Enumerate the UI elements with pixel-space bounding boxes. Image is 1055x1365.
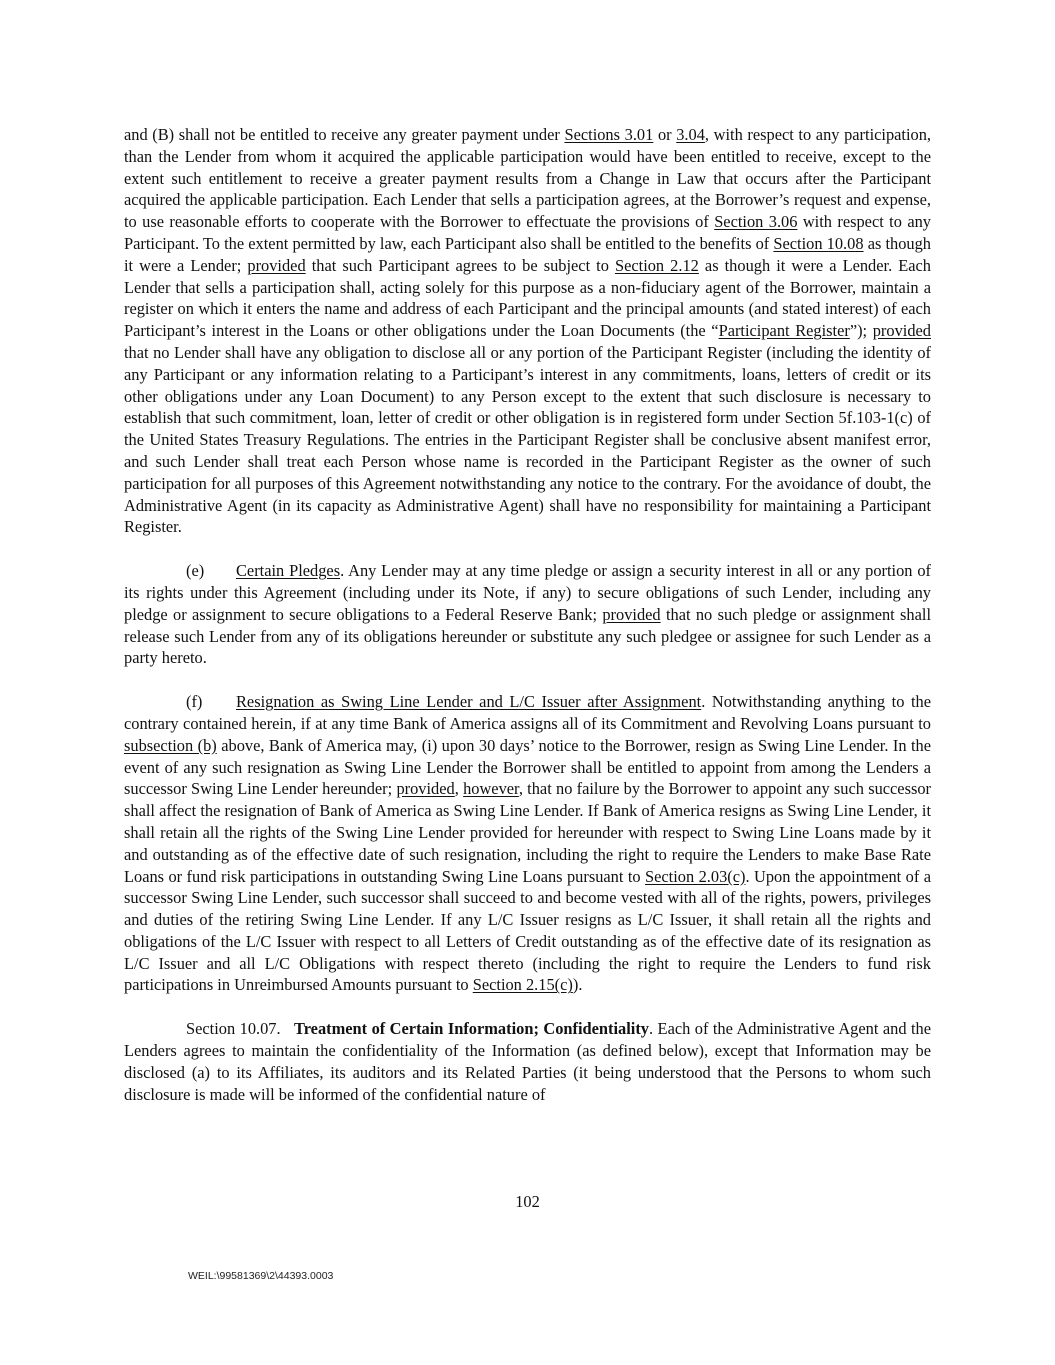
section-number: Section 10.07. <box>186 1019 281 1039</box>
defined-term: Participant Register <box>718 321 850 341</box>
however-term: however <box>463 779 519 799</box>
section-ref: Section 2.15(c) <box>472 975 573 995</box>
section-ref: 3.04 <box>676 125 705 144</box>
subsection-label: (f) <box>186 692 203 712</box>
subsection-heading: Resignation as Swing Line Lender and L/C Issuer after Assignment <box>236 692 702 712</box>
section-ref: Sections 3.01 <box>564 125 654 144</box>
provided-term: provided <box>602 604 661 624</box>
certain-pledges-paragraph: (e) Certain Pledges. Any Lender may at any time pledge or assign a security interest in all or any portion of its rights under this Agreement (including under its Note, if any) to secure obligations of such Lender, including any pledge or assignment to secure obligations to a Federal Reserve Bank; provided that no such pledge or assignment shall release such Lender from any of its obligations hereunder or substitute any such pledgee or assignee for such Lender as a party hereto. <box>124 561 932 668</box>
participation-paragraph: and (B) shall not be entitled to receive any greater payment under Sections 3.01 or 3.04, with respect to any participation, than the Lender from whom it acquired the applicable participation would have been entitled to receive, except to the extent such entitlement to receive a greater payment results from a Change in Law that occurs after the Participant acquired the applicable participation. Each Lender that sells a participation agrees, at the Borrower’s request and expense, to use reasonable efforts to cooperate with the Borrower to effectuate the provisions of Section 3.06 with respect to any Participant. To the extent permitted by law, each Participant also shall be entitled to the benefits of Section 10.08 as though it were a Lender; provided that such Participant agrees to be subject to Section 2.12 as though it were a Lender. Each Lender that sells a participation shall, acting solely for this purpose as a non-fiduciary agent of the Borrower, maintain a register on which it enters the name and address of each Participant and the principal amounts (and stated interest) of each Participant’s interest in the Loans or other obligations under the Loan Documents (the “Participant Register”); provided that no Lender shall have any obligation to disclose all or any portion of the Participant Register (including the identity of any Participant or any information relating to a Participant’s interest in any commitments, loans, letters of credit or its other obligations under any Loan Document) to any Person except to the extent that such disclosure is necessary to establish that such commitment, loan, letter of credit or other obligation is in registered form under Section 5f.103-1(c) of the United States Treasury Regulations. The entries in the Participant Register shall be conclusive absent manifest error, and such Lender shall treat each Person whose name is recorded in the Participant Register as the owner of such participation for all purposes of this Agreement notwithstanding any notice to the contrary. For the avoidance of doubt, the Administrative Agent (in its capacity as Administrative Agent) shall have no responsibility for maintaining a Participant Register. <box>124 125 932 537</box>
subsection-label: (e) <box>186 561 205 581</box>
page-number: 102 <box>515 1192 540 1211</box>
section-ref: Section 2.12 <box>614 255 699 275</box>
provided-term: provided <box>396 779 455 799</box>
section-ref: Section 10.08 <box>773 233 864 253</box>
section-10-07-paragraph: Section 10.07. Treatment of Certain Information; Confidentiality. Each of the Administrative Agent and the Lenders agrees to maintain the confidentiality of the Information (as defined below), except that Information may be disclosed (a) to its Affiliates, its auditors and its Related Parties (it being understood that the Persons to whom such disclosure is made will be informed of the confidential nature of <box>124 1019 931 1104</box>
document-body <box>124 124 931 1127</box>
subsection-heading: Certain Pledges <box>236 561 341 581</box>
section-ref: subsection (b) <box>124 735 217 755</box>
section-title: Treatment of Certain Information; Confidentiality <box>293 1019 649 1039</box>
provided-term: provided <box>247 255 306 275</box>
section-ref: Section 2.03(c) <box>645 866 746 886</box>
document-footer-id: WEIL:\99581369\2\44393.0003 <box>188 1270 334 1282</box>
resignation-paragraph: (f) Resignation as Swing Line Lender and L/C Issuer after Assignment. Notwithstanding anything to the contrary contained herein, if at any time Bank of America assigns all of its Commitment and Revolving Loans pursuant to subsection (b) above, Bank of America may, (i) upon 30 days’ notice to the Borrower, resign as Swing Line Lender. In the event of any such resignation as Swing Line Lender the Borrower shall be entitled to appoint from among the Lenders a successor Swing Line Lender hereunder; provided, however, that no failure by the Borrower to appoint any such successor shall affect the resignation of Bank of America as Swing Line Lender. If Bank of America resigns as Swing Line Lender, it shall retain all the rights of the Swing Line Lender provided for hereunder with respect to Swing Line Loans made by it and outstanding as of the effective date of such resignation, including the right to require the Lenders to make Base Rate Loans or fund risk participations in outstanding Swing Line Loans pursuant to Section 2.03(c). Upon the appointment of a successor Swing Line Lender, such successor shall succeed to and become vested with all of the rights, powers, privileges and duties of the retiring Swing Line Lender. If any L/C Issuer resigns as L/C Issuer, it shall retain all the rights and obligations of the L/C Issuer with respect to all Letters of Credit outstanding as of the effective date of its resignation as L/C Issuer and all L/C Obligations with respect thereto (including the right to require the Lenders to fund risk participations in Unreimbursed Amounts pursuant to Section 2.15(c)). <box>124 692 931 995</box>
section-ref: Section 3.06 <box>714 212 798 232</box>
provided-term: provided <box>872 321 931 341</box>
